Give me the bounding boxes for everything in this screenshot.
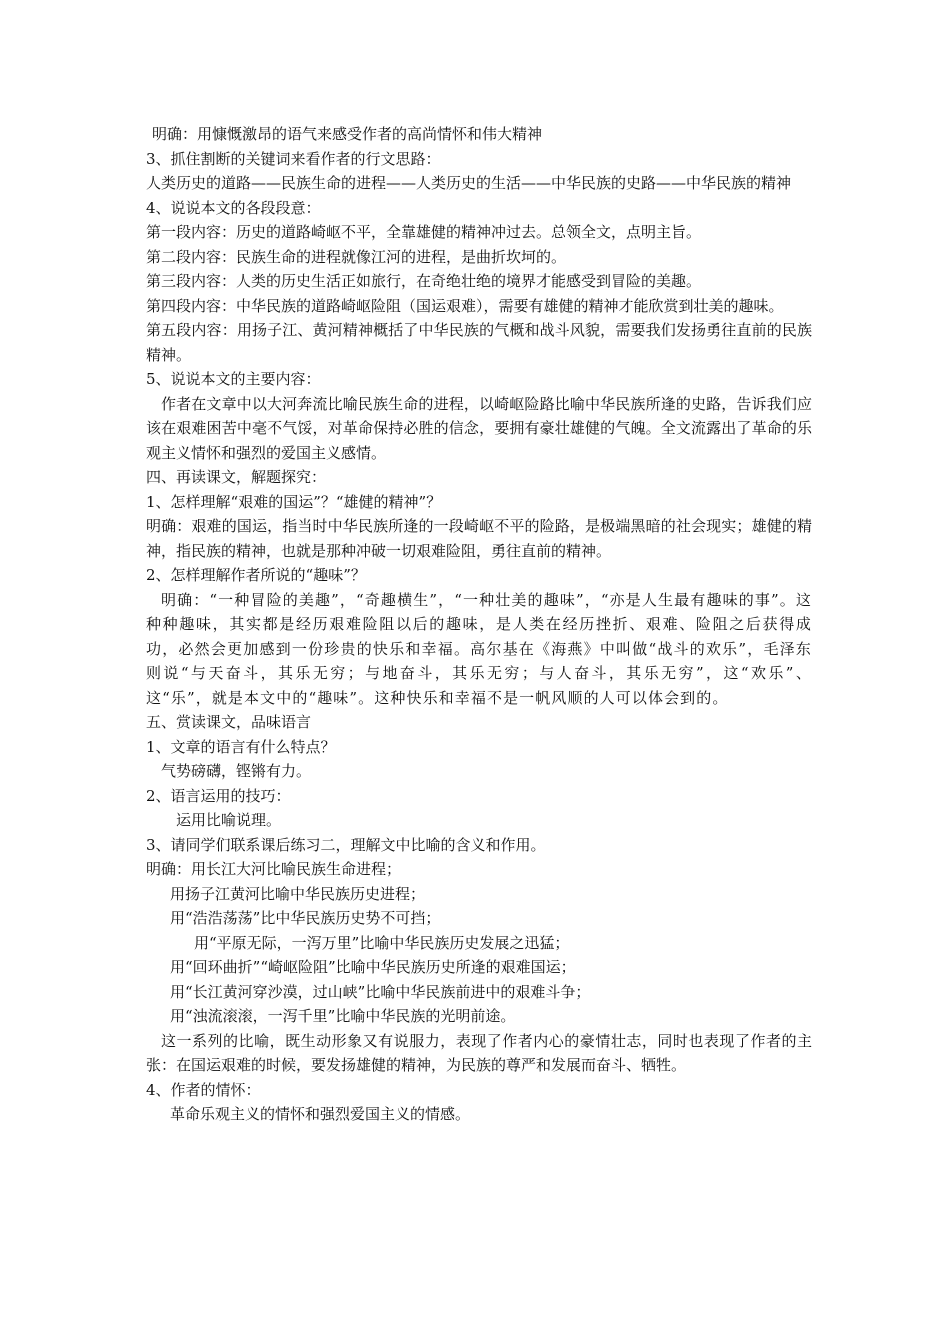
paragraph: 运用比喻说理。 [176, 811, 282, 829]
paragraph: 3、抓住割断的关键词来看作者的行文思路： [146, 149, 441, 168]
section-heading: 四、再读课文，解题探究： [146, 468, 327, 486]
list-item: 用“平原无际，一泻万里”比喻中华民族历史发展之迅猛； [194, 933, 570, 952]
section-heading: 5、说说本文的主要内容： [146, 370, 321, 388]
list-item: 用扬子江黄河比喻中华民族历史进程； [170, 884, 426, 903]
list-item: 用“回环曲折”“崎岖险阻”比喻中华民族历史所逢的艰难国运； [170, 958, 576, 976]
question: 2、怎样理解作者所说的“趣味”？ [146, 566, 366, 584]
paragraph: 第二段内容：民族生命的进程就像江河的进程，是曲折坎坷的。 [146, 247, 567, 266]
paragraph: 第四段内容：中华民族的道路崎岖险阻（国运艰难），需要有雄健的精神才能欣赏到壮美的趣味。 [146, 296, 784, 315]
document-body [146, 122, 812, 1127]
question: 4、作者的情怀： [146, 1080, 261, 1099]
question: 1、文章的语言有什么特点？ [146, 737, 336, 756]
paragraph: 革命乐观主义的情怀和强烈爱国主义的情感。 [170, 1105, 471, 1123]
paragraph: 明确：用长江大河比喻民族生命进程； [146, 860, 402, 878]
paragraph: 作者在文章中以大河奔流比喻民族生命的进程，以崎岖险路比喻中华民族所逢的史路，告诉我们应该在艰难困苦中毫不气馁，对革命保持必胜的信念，要拥有豪壮雄健的气魄。全文流露出了革命的乐观主义情怀和强烈的爱国主义感情。 [146, 394, 812, 462]
question: 1、怎样理解“艰难的国运”？“雄健的精神”？ [146, 492, 442, 511]
list-item: 用“浊流滚滚，一泻千里”比喻中华民族的光明前途。 [170, 1007, 516, 1025]
list-item: 用“长江黄河穿沙漠，过山峡”比喻中华民族前进中的艰难斗争； [170, 982, 591, 1001]
list-item: 用“浩浩荡荡”比中华民族历史势不可挡； [170, 909, 441, 927]
question: 3、请同学们联系课后练习二，理解文中比喻的含义和作用。 [146, 835, 546, 854]
paragraph: 第三段内容：人类的历史生活正如旅行，在奇绝壮绝的境界才能感受到冒险的美趣。 [146, 272, 702, 290]
paragraph: 这一系列的比喻，既生动形象又有说服力，表现了作者内心的豪情壮志，同时也表现了作者的主张：在国运艰难的时候，要发扬雄健的精神，为民族的尊严和发展而奋斗、牺牲。 [146, 1031, 812, 1074]
paragraph: 第五段内容：用扬子江、黄河精神概括了中华民族的气概和战斗风貌，需要我们发扬勇往直前的民族精神。 [146, 321, 812, 364]
paragraph: 明确：艰难的国运，指当时中华民族所逢的一段崎岖不平的险路，是极端黑暗的社会现实；雄健的精神，指民族的精神，也就是那种冲破一切艰难险阻，勇往直前的精神。 [146, 517, 812, 560]
section-heading: 五、赏读课文，品味语言 [146, 713, 312, 731]
paragraph: 明确：用慷慨激昂的语气来感受作者的高尚情怀和伟大精神 [152, 125, 543, 143]
paragraph: 人类历史的道路——民族生命的进程——人类历史的生活——中华民族的史路——中华民族的精神 [146, 174, 792, 192]
section-heading: 4、说说本文的各段段意： [146, 198, 321, 217]
paragraph: 明确：“一种冒险的美趣”，“奇趣横生”，“一种壮美的趣味”，“亦是人生最有趣味的事”。这种种趣味，其实都是经历艰难险阻以后的趣味，是人类在经历挫折、艰难、险阻之后获得成功，必然会更加感到一份珍贵的快乐和幸福。高尔基在《海燕》中叫做“战斗的欢乐”，毛泽东则说“与天奋斗，其乐无穷；与地奋斗，其乐无穷；与人奋斗，其乐无穷”，这“欢乐”、这“乐”，就是本文中的“趣味”。这种快乐和幸福不是一帆风顺的人可以体会到的。 [146, 590, 812, 707]
paragraph: 第一段内容：历史的道路崎岖不平，全靠雄健的精神冲过去。总领全文，点明主旨。 [146, 223, 702, 241]
question: 2、语言运用的技巧： [146, 786, 291, 805]
paragraph: 气势磅礴，铿锵有力。 [161, 762, 312, 780]
